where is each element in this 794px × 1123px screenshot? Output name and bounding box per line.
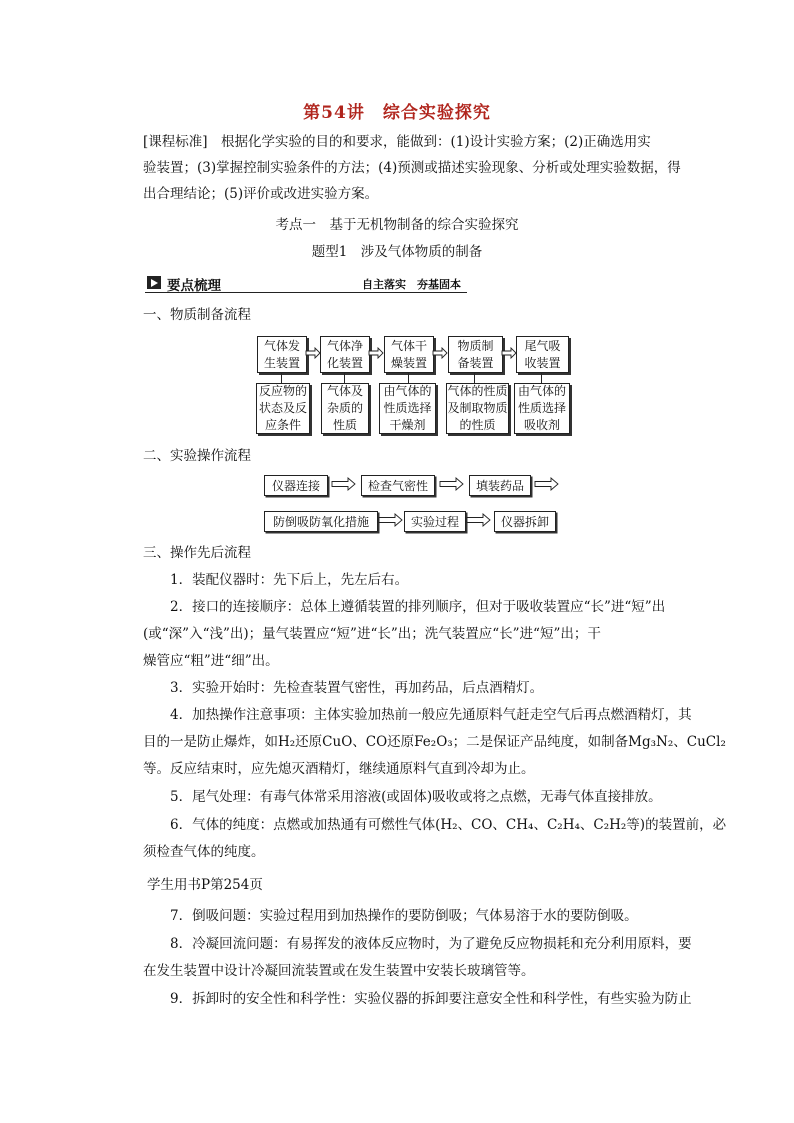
sec3-item-6b: 须检查气体的纯度。: [143, 844, 265, 860]
page-ref: 学生用书P第254页: [147, 877, 263, 893]
sec3-item-5: 5．尾气处理：有毒气体常采用溶液(或固体)吸收或将之点燃，无毒气体直接排放。: [170, 789, 662, 805]
flow2-arrow-4: [378, 513, 404, 527]
flow1-top-3: [384, 336, 434, 373]
flow1-bottom-5: [514, 383, 570, 434]
flow2-box-4: 防倒吸防氧化措施: [264, 511, 378, 532]
flow2-box-2: 检查气密性: [361, 475, 435, 496]
sec3-item-4a: 4．加热操作注意事项：主体实验加热前一般应先通原料气赶走空气后再点燃酒精灯，其: [170, 707, 692, 723]
standard-line-2: 验装置；(3)掌握控制实验条件的方法；(4)预测或描述实验现象、分析或处理实验数据，得: [143, 160, 681, 176]
flow1-arrow-2: [368, 347, 384, 359]
flow1-connector-3: [408, 373, 409, 383]
flow1-arrow-4: [501, 347, 517, 359]
sec3-item-6a: 6．气体的纯度：点燃或加热通有可燃性气体(H₂、CO、CH₄、C₂H₄、C₂H₂等)的装置前，必: [170, 817, 727, 833]
flow1-bottom-3: [379, 383, 436, 434]
flow2-arrow-3: [534, 477, 560, 491]
sec3-item-8b: 在发生装置中设计冷凝回流装置或在发生装置中安装长玻璃管等。: [143, 963, 535, 979]
lecture-name: 综合实验探究: [382, 103, 491, 123]
flow1-connector-4: [474, 373, 475, 383]
flow2-box-6: 仪器拆卸: [494, 511, 556, 532]
flow1-connector-5: [541, 373, 542, 383]
flow1-top-4-text: 物质制备装置: [457, 338, 494, 370]
sec3-item-4c: 等。反应结束时，应先熄灭酒精灯，继续通原料气直到冷却为止。: [143, 761, 535, 777]
lecture-number: 第54讲: [303, 103, 365, 123]
page-title: [0, 98, 794, 123]
flow2-box-1: 仪器连接: [264, 475, 328, 496]
flow1-top-4: [448, 336, 503, 373]
tixing-heading: 题型1 涉及气体物质的制备: [311, 244, 483, 260]
section-bar-right: 自主落实 夯基固本: [362, 278, 461, 291]
flow1-top-2-text: 气体净化装置: [326, 338, 363, 370]
sec3-heading: 三、操作先后流程: [143, 545, 251, 561]
flow1-bottom-5-text: 由气体的性质选择吸收剂: [517, 384, 566, 432]
sec3-item-2c: 燥管应“粗”进“细”出。: [143, 653, 279, 669]
sec3-item-8a: 8．冷凝回流问题：有易挥发的液体反应物时，为了避免反应物损耗和充分利用原料，要: [170, 936, 692, 952]
sec3-item-7: 7．倒吸问题：实验过程用到加热操作的要防倒吸；气体易溶于水的要防倒吸。: [170, 908, 638, 924]
sec1-heading: 一、物质制备流程: [143, 307, 251, 323]
flow1-bottom-3-text: 由气体的性质选择干燥剂: [383, 384, 432, 432]
flow2-arrow-1: [331, 477, 357, 491]
play-icon: [147, 276, 161, 289]
flow1-top-2: [320, 336, 370, 373]
flow1-arrow-1: [305, 347, 321, 359]
flow1-top-5-text: 尾气吸收装置: [524, 338, 561, 370]
flow2-box-3: 填装药品: [469, 475, 531, 496]
sec3-item-2b: (或“深”入“浅”出)；量气装置应“短”进“长”出；洗气装置应“长”进“短”出；干: [143, 626, 601, 642]
flow1-connector-2: [344, 373, 345, 383]
sec3-item-4b: 目的一是防止爆炸，如H₂还原CuO、CO还原Fe₂O₃；二是保证产品纯度，如制备Mg₃N₂、CuCl₂: [143, 734, 726, 750]
flow1-bottom-1: [256, 383, 310, 434]
flow1-top-3-text: 气体干燥装置: [390, 338, 427, 370]
standard-line-1: [课程标准] 根据化学实验的目的和要求，能做到：(1)设计实验方案；(2)正确选用实: [143, 134, 651, 150]
sec3-item-3: 3．实验开始时：先检查装置气密性，再加药品，后点酒精灯。: [170, 680, 544, 696]
flow1-bottom-1-text: 反应物的状态及反应条件: [258, 384, 307, 432]
sec3-item-2a: 2．接口的连接顺序：总体上遵循装置的排列顺序，但对于吸收装置应“长”进“短”出: [170, 599, 666, 615]
flow1-top-1: [257, 336, 307, 373]
sec2-heading: 二、实验操作流程: [143, 448, 251, 464]
section-bar-label: 要点梳理: [167, 278, 221, 294]
standard-line-3: 出合理结论；(5)评价或改进实验方案。: [143, 186, 379, 202]
flow1-bottom-4: [446, 383, 509, 434]
kaodian-heading: 考点一 基于无机物制备的综合实验探究: [275, 217, 519, 233]
flow1-connector-1: [281, 373, 282, 383]
sec3-item-1: 1．装配仪器时：先下后上，先左后右。: [170, 572, 409, 588]
flow1-bottom-2-text: 气体及杂质的性质: [326, 384, 363, 432]
flow1-bottom-2: [321, 383, 369, 434]
flow1-top-5: [516, 336, 569, 373]
section-bar: [145, 275, 467, 293]
flow2-box-5: 实验过程: [404, 511, 466, 532]
flow2-arrow-5: [466, 513, 492, 527]
flow2-arrow-2: [439, 477, 465, 491]
flow1-bottom-4-text: 气体的性质及制取物质的性质: [447, 384, 508, 432]
flow1-arrow-3: [432, 347, 448, 359]
flow1-top-1-text: 气体发生装置: [263, 338, 300, 370]
sec3-item-9: 9．拆卸时的安全性和科学性：实验仪器的拆卸要注意安全性和科学性，有些实验为防止: [170, 991, 692, 1007]
